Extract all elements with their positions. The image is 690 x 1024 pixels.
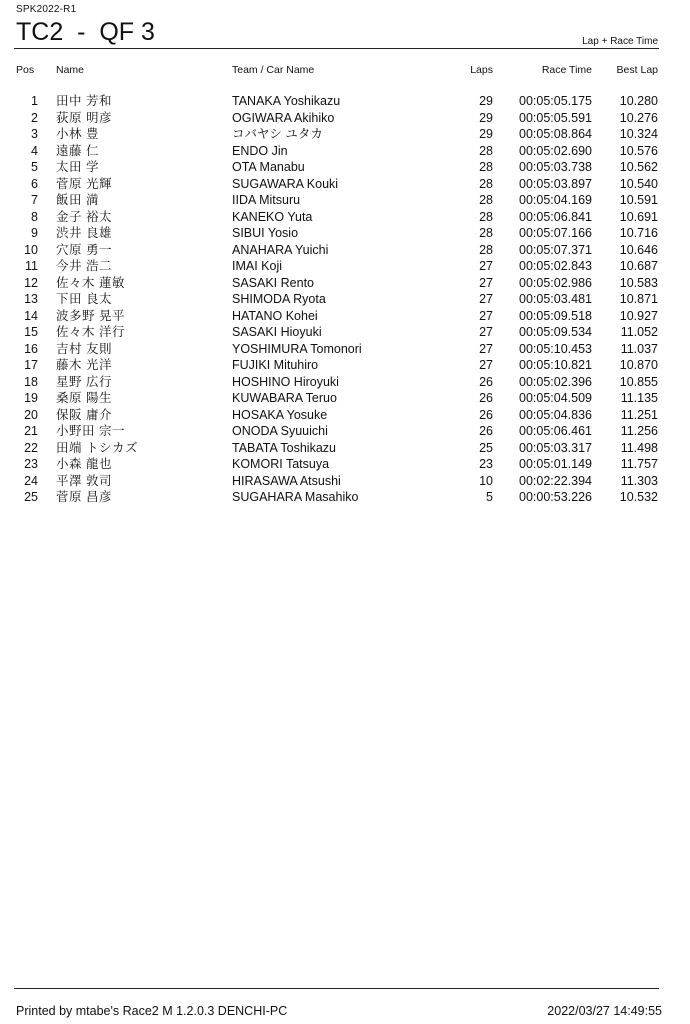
column-header-pos: Pos	[16, 64, 35, 76]
result-pos: 7	[31, 193, 38, 207]
table-row	[0, 407, 690, 424]
results-table	[0, 93, 690, 506]
report-type: Lap + Race Time	[582, 36, 658, 47]
result-race-time: 00:05:04.169	[519, 193, 592, 207]
result-best-lap: 11.052	[620, 325, 658, 339]
result-name: 飯田 満	[56, 193, 99, 207]
table-row	[0, 341, 690, 358]
result-laps: 27	[479, 275, 493, 290]
table-row	[0, 440, 690, 457]
result-race-time: 00:05:07.166	[519, 226, 592, 240]
table-row	[0, 456, 690, 473]
result-best-lap: 10.276	[619, 110, 658, 125]
result-race-time: 00:05:08.864	[519, 127, 592, 141]
result-laps: 26	[479, 424, 493, 438]
result-name: 波多野 晃平	[56, 308, 125, 323]
result-team: FUJIKI Mituhiro	[232, 358, 319, 372]
result-name: 小森 龍也	[56, 457, 112, 471]
result-best-lap: 10.870	[619, 358, 658, 372]
result-name: 田中 芳和	[56, 94, 112, 108]
result-team: SIBUI Yosio	[232, 226, 299, 240]
result-pos: 15	[24, 325, 38, 339]
result-race-time: 00:05:02.843	[519, 259, 592, 273]
result-race-time: 00:05:03.481	[519, 292, 592, 306]
result-team: HOSAKA Yosuke	[232, 407, 328, 422]
result-team: KANEKO Yuta	[232, 209, 313, 224]
result-laps: 28	[479, 209, 493, 224]
column-header-race-time: Race Time	[541, 64, 592, 76]
result-race-time: 00:05:09.534	[519, 325, 592, 339]
result-pos: 25	[24, 490, 38, 504]
result-pos: 8	[31, 209, 38, 224]
result-laps: 28	[479, 242, 493, 257]
result-race-time: 00:05:05.175	[519, 94, 592, 108]
result-pos: 11	[25, 259, 38, 273]
table-row	[0, 192, 690, 209]
result-name: 小野田 宗一	[56, 424, 125, 438]
result-laps: 26	[479, 391, 493, 405]
result-team: コバヤシ ユタカ	[232, 127, 323, 141]
result-laps: 10	[479, 473, 493, 488]
table-row	[0, 93, 690, 110]
result-pos: 3	[31, 127, 38, 141]
column-header-team: Team / Car Name	[232, 64, 315, 76]
result-laps: 28	[479, 176, 493, 191]
result-best-lap: 10.324	[619, 127, 658, 141]
result-team: SASAKI Hioyuki	[232, 325, 322, 339]
result-pos: 1	[31, 94, 38, 108]
result-name: 遠藤 仁	[56, 143, 99, 158]
result-pos: 4	[31, 143, 38, 158]
table-row	[0, 159, 690, 176]
result-laps: 27	[479, 358, 493, 372]
result-race-time: 00:05:06.461	[519, 424, 592, 438]
result-name: 菅原 光輝	[56, 176, 112, 191]
result-name: 吉村 友則	[56, 341, 112, 356]
table-row	[0, 258, 690, 275]
result-pos: 2	[31, 110, 38, 125]
result-race-time: 00:05:01.149	[519, 457, 592, 471]
result-race-time: 00:05:02.690	[519, 143, 592, 158]
result-best-lap: 10.583	[619, 275, 658, 290]
result-race-time: 00:00:53.226	[519, 490, 592, 504]
result-name: 小林 豊	[56, 127, 99, 141]
result-name: 渋井 良雄	[56, 226, 112, 240]
result-race-time: 00:05:02.986	[519, 275, 592, 290]
result-pos: 12	[24, 275, 38, 290]
result-pos: 21	[24, 424, 38, 438]
table-row	[0, 423, 690, 440]
result-team: SUGAHARA Masahiko	[232, 490, 359, 504]
column-header-name: Name	[56, 64, 85, 76]
result-name: 荻原 明彦	[56, 110, 112, 125]
result-best-lap: 11.757	[620, 457, 658, 471]
result-best-lap: 10.280	[619, 94, 658, 108]
result-race-time: 00:05:03.897	[519, 176, 592, 191]
table-row	[0, 374, 690, 391]
result-laps: 29	[479, 110, 493, 125]
result-pos: 23	[24, 457, 38, 471]
result-team: TANAKA Yoshikazu	[232, 94, 341, 108]
result-laps: 23	[479, 457, 493, 471]
result-race-time: 00:05:07.371	[519, 242, 592, 257]
printed-by: Printed by mtabe's Race2 M 1.2.0.3 DENCHI-PC	[16, 1004, 288, 1018]
table-row	[0, 176, 690, 193]
result-race-time: 00:05:09.518	[519, 308, 592, 323]
result-best-lap: 11.303	[620, 473, 658, 488]
result-name: 菅原 昌彦	[56, 490, 112, 504]
result-team: OGIWARA Akihiko	[232, 110, 335, 125]
result-pos: 13	[24, 292, 38, 306]
result-best-lap: 10.716	[619, 226, 658, 240]
footer-divider	[14, 988, 659, 989]
table-row	[0, 126, 690, 143]
result-best-lap: 10.687	[619, 259, 658, 273]
result-team: YOSHIMURA Tomonori	[232, 341, 362, 356]
table-row	[0, 324, 690, 341]
table-row	[0, 242, 690, 259]
result-pos: 17	[24, 358, 38, 372]
result-team: IIDA Mitsuru	[232, 193, 301, 207]
table-row	[0, 489, 690, 506]
result-name: 下田 良太	[56, 292, 112, 306]
result-name: 桑原 陽生	[56, 391, 112, 405]
result-best-lap: 10.576	[619, 143, 658, 158]
result-race-time: 00:05:06.841	[519, 209, 592, 224]
table-row	[0, 275, 690, 292]
result-name: 佐々木 蓮敏	[56, 275, 125, 290]
result-laps: 25	[479, 440, 493, 455]
header-divider	[14, 48, 659, 49]
result-pos: 19	[24, 391, 38, 405]
table-row	[0, 143, 690, 160]
result-best-lap: 11.251	[620, 407, 658, 422]
result-team: IMAI Koji	[232, 259, 283, 273]
result-team: KUWABARA Teruo	[232, 391, 337, 405]
result-laps: 27	[479, 325, 493, 339]
result-best-lap: 10.646	[619, 242, 658, 257]
result-race-time: 00:05:03.738	[519, 160, 592, 174]
column-header-best-lap: Best Lap	[616, 64, 658, 76]
result-pos: 5	[31, 160, 38, 174]
result-race-time: 00:02:22.394	[519, 473, 592, 488]
result-best-lap: 11.037	[620, 341, 658, 356]
table-row	[0, 291, 690, 308]
result-race-time: 00:05:04.836	[519, 407, 592, 422]
result-name: 藤木 光洋	[56, 358, 112, 372]
result-team: HOSHINO Hiroyuki	[232, 374, 339, 389]
result-team: SASAKI Rento	[232, 275, 314, 290]
result-team: SHIMODA Ryota	[232, 292, 326, 306]
table-row	[0, 225, 690, 242]
result-laps: 27	[479, 308, 493, 323]
result-best-lap: 10.532	[619, 490, 658, 504]
result-name: 金子 裕太	[56, 209, 112, 224]
table-row	[0, 390, 690, 407]
result-best-lap: 10.855	[619, 374, 658, 389]
result-pos: 10	[24, 242, 38, 257]
result-best-lap: 10.562	[619, 160, 658, 174]
result-laps: 27	[479, 341, 493, 356]
result-pos: 20	[24, 407, 38, 422]
result-best-lap: 10.591	[619, 193, 658, 207]
printed-at: 2022/03/27 14:49:55	[547, 1004, 662, 1018]
result-pos: 6	[31, 176, 38, 191]
result-pos: 22	[24, 440, 38, 455]
result-name: 穴原 勇一	[56, 242, 112, 257]
result-team: SUGAWARA Kouki	[232, 176, 339, 191]
result-pos: 24	[24, 473, 38, 488]
result-laps: 27	[479, 259, 493, 273]
result-team: TABATA Toshikazu	[232, 440, 336, 455]
result-laps: 28	[479, 193, 493, 207]
result-race-time: 00:05:03.317	[519, 440, 592, 455]
race-title: TC2 - QF 3	[16, 18, 155, 46]
table-row	[0, 110, 690, 127]
results-table-header	[0, 64, 690, 78]
result-team: HATANO Kohei	[232, 308, 318, 323]
result-team: ANAHARA Yuichi	[232, 242, 329, 257]
result-laps: 28	[479, 226, 493, 240]
table-row	[0, 308, 690, 325]
result-team: ONODA Syuuichi	[232, 424, 328, 438]
result-pos: 16	[24, 341, 38, 356]
column-header-laps: Laps	[470, 64, 493, 76]
table-row	[0, 209, 690, 226]
result-pos: 9	[31, 226, 38, 240]
result-name: 太田 学	[56, 160, 99, 174]
event-code: SPK2022-R1	[16, 4, 77, 15]
result-laps: 28	[479, 143, 493, 158]
result-best-lap: 11.256	[620, 424, 658, 438]
result-name: 保阪 庸介	[56, 407, 112, 422]
result-team: OTA Manabu	[232, 160, 305, 174]
result-best-lap: 10.540	[619, 176, 658, 191]
result-pos: 18	[24, 374, 38, 389]
result-name: 佐々木 洋行	[56, 325, 125, 339]
result-laps: 27	[479, 292, 493, 306]
result-best-lap: 10.871	[619, 292, 658, 306]
table-row	[0, 473, 690, 490]
result-laps: 29	[479, 94, 493, 108]
result-best-lap: 11.135	[620, 391, 658, 405]
result-name: 星野 広行	[56, 374, 112, 389]
result-race-time: 00:05:04.509	[519, 391, 592, 405]
result-laps: 26	[479, 374, 493, 389]
result-laps: 28	[479, 160, 493, 174]
result-name: 田端 トシカズ	[56, 440, 138, 455]
result-best-lap: 11.498	[620, 440, 658, 455]
result-laps: 5	[486, 490, 493, 504]
result-team: HIRASAWA Atsushi	[232, 473, 341, 488]
result-pos: 14	[24, 308, 38, 323]
result-team: KOMORI Tatsuya	[232, 457, 330, 471]
result-race-time: 00:05:02.396	[519, 374, 592, 389]
table-row	[0, 357, 690, 374]
result-laps: 26	[479, 407, 493, 422]
result-best-lap: 10.927	[619, 308, 658, 323]
result-race-time: 00:05:10.821	[519, 358, 592, 372]
result-race-time: 00:05:10.453	[519, 341, 592, 356]
result-best-lap: 10.691	[619, 209, 658, 224]
result-race-time: 00:05:05.591	[519, 110, 592, 125]
result-name: 今井 浩二	[56, 259, 112, 273]
result-team: ENDO Jin	[232, 143, 288, 158]
result-name: 平澤 敦司	[56, 473, 112, 488]
result-laps: 29	[479, 127, 493, 141]
